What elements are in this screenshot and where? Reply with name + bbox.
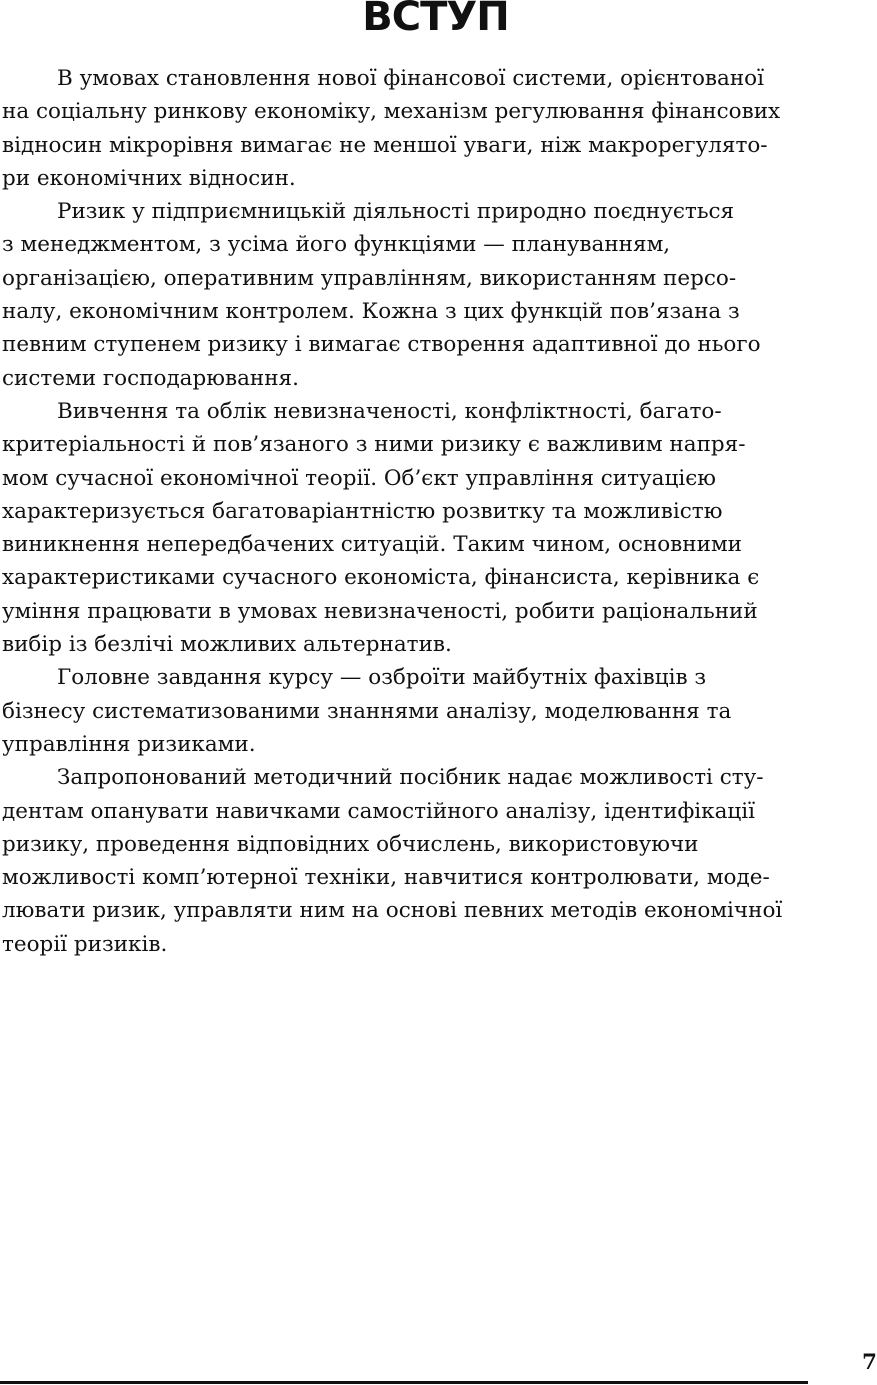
text-line: виникнення непередбачених ситуацій. Таким чином, основними xyxy=(2,532,742,558)
text-line: характеристиками сучасного економіста, фінансиста, керівника є xyxy=(2,565,760,591)
text-line: теорії ризиків. xyxy=(2,931,168,957)
text-line: лювати ризик, управляти ним на основі певних методів економічної xyxy=(2,898,783,924)
footer-rule xyxy=(0,1381,808,1384)
text-line: організацією, оперативним управлінням, використанням персо- xyxy=(2,265,737,291)
text-line: ризику, проведення відповідних обчислень, використовуючи xyxy=(2,831,699,857)
text-line: певним ступенем ризику і вимагає створення адаптивної до нього xyxy=(2,332,761,358)
text-line: з менеджментом, з усіма його функціями — плануванням, xyxy=(2,232,671,258)
text-line: критеріальності й пов’язаного з ними ризику є важливим напря- xyxy=(2,432,746,458)
text-line: ри економічних відносин. xyxy=(2,165,296,191)
text-line: В умовах становлення нової фінансової системи, орієнтованої xyxy=(57,66,764,91)
text-line: налу, економічним контролем. Кожна з цих функцій пов’язана з xyxy=(2,299,740,325)
page-title: ВСТУП xyxy=(362,0,509,40)
text-line: можливості комп’ютерної техніки, навчитися контролювати, моде- xyxy=(2,865,770,891)
text-line: Ризик у підприємницькій діяльності природно поєднується xyxy=(57,199,735,225)
text-line: вибір із безлічі можливих альтернатив. xyxy=(2,632,452,658)
text-line: системи господарювання. xyxy=(2,365,299,391)
text-line: характеризується багатоваріантністю розвитку та можливістю xyxy=(2,498,723,524)
page-number: 7 xyxy=(862,1350,877,1375)
text-line: Головне завдання курсу — озброїти майбутніх фахівців з xyxy=(57,665,707,691)
text-line: на соціальну ринкову економіку, механізм регулювання фінансових xyxy=(2,99,781,125)
text-line: Запропонований методичний посібник надає можливості сту- xyxy=(57,765,764,791)
text-line: бізнесу систематизованими знаннями аналізу, моделювання та xyxy=(2,698,732,724)
text-line: управління ризиками. xyxy=(2,731,256,757)
text-line: уміння працювати в умовах невизначеності, робити раціональний xyxy=(2,598,758,624)
text-line: відносин мікрорівня вимагає не меншої уваги, ніж макрорегулято- xyxy=(2,132,768,158)
text-line: дентам опанувати навичками самостійного аналізу, ідентифікації xyxy=(2,798,756,824)
body-text xyxy=(2,62,871,961)
text-line: мом сучасної економічної теорії. Об’єкт управління ситуацією xyxy=(2,465,716,491)
text-line: Вивчення та облік невизначеності, конфліктності, багато- xyxy=(57,398,722,424)
